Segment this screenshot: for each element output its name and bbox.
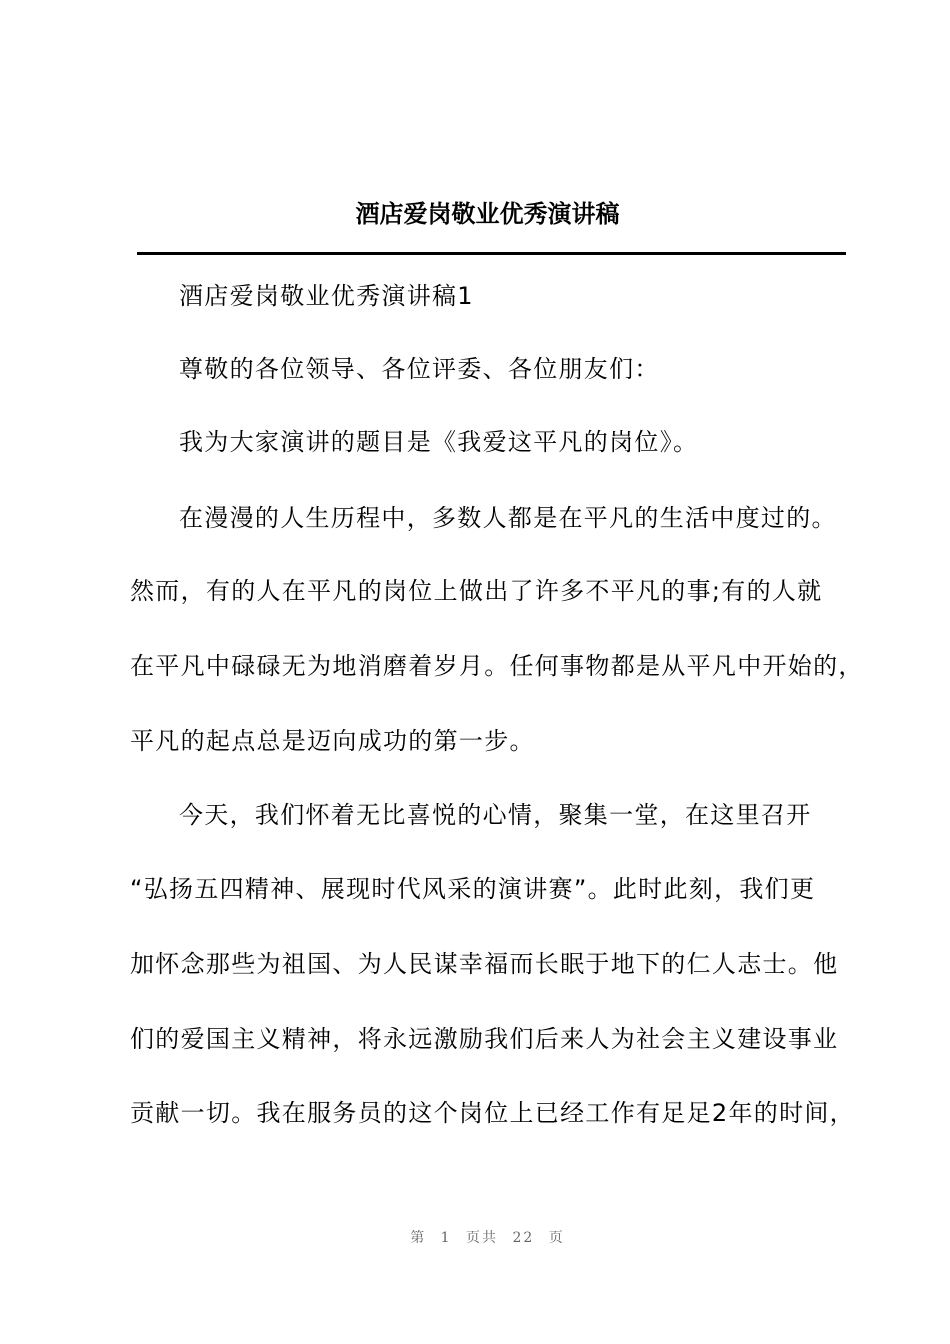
paragraph-line: 然而，有的人在平凡的岗位上做出了许多不平凡的事;有的人就 xyxy=(130,577,823,605)
paragraph-line: “弘扬五四精神、展现时代风采的演讲赛”。此时此刻，我们更 xyxy=(130,875,816,903)
paragraph-line: 今天，我们怀着无比喜悦的心情，聚集一堂，在这里召开 xyxy=(179,801,812,829)
paragraph-line: 酒店爱岗敬业优秀演讲稿1 xyxy=(179,282,474,310)
paragraph-line: 在平凡中碌碌无为地消磨着岁月。任何事物都是从平凡中开始的， xyxy=(130,652,864,680)
page-footer: 第 1 页共 22 页 xyxy=(410,1230,565,1246)
paragraph-line: 加怀念那些为祖国、为人民谋幸福而长眠于地下的仁人志士。他 xyxy=(130,950,839,978)
title-divider xyxy=(137,252,846,255)
document-title: 酒店爱岗敬业优秀演讲稿 xyxy=(355,199,620,228)
paragraph-line: 我为大家演讲的题目是《我爱这平凡的岗位》。 xyxy=(179,428,699,456)
paragraph-line: 在漫漫的人生历程中，多数人都是在平凡的生活中度过的。 xyxy=(179,504,837,532)
paragraph-line: 们的爱国主义精神，将永远激励我们后来人为社会主义建设事业 xyxy=(130,1025,839,1053)
paragraph-line: 平凡的起点总是迈向成功的第一步。 xyxy=(130,727,535,755)
paragraph-line: 贡献一切。我在服务员的这个岗位上已经工作有足足2年的时间， xyxy=(130,1099,855,1127)
paragraph-line: 尊敬的各位领导、各位评委、各位朋友们： xyxy=(179,355,660,383)
